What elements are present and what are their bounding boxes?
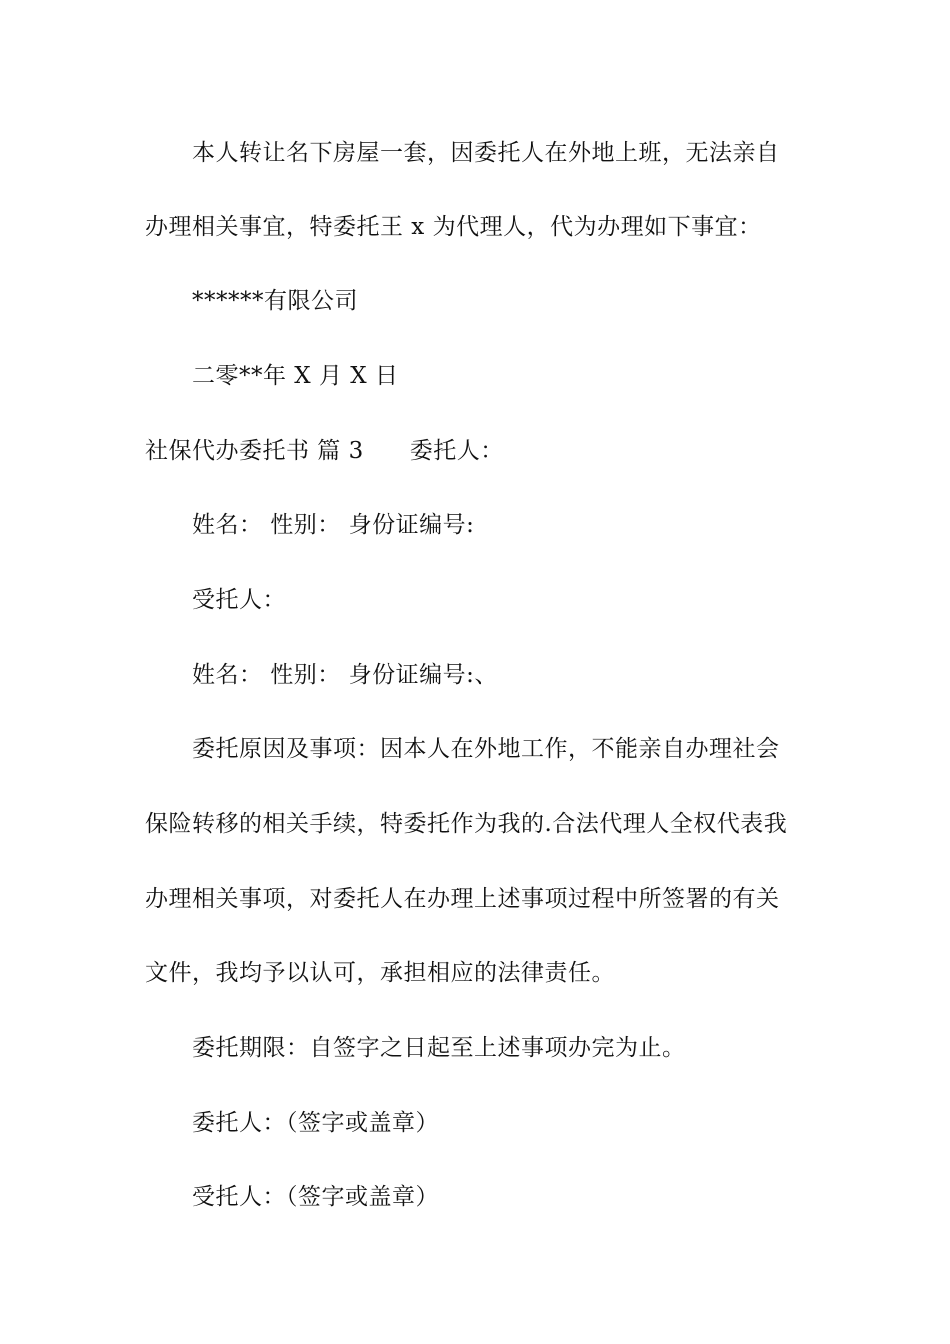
principal-label: 委托人：: [409, 438, 504, 464]
agent-label: 受托人：: [192, 587, 286, 613]
principal-signature-line: 委托人：（签字或盖章）: [192, 1110, 439, 1136]
section-heading-row: [145, 436, 504, 466]
agent-info-line: 姓名： 性别： 身份证编号:、: [192, 662, 498, 688]
principal-info-line: 姓名： 性别： 身份证编号:: [192, 512, 475, 538]
reason-paragraph-line-3: 办理相关事项，对委托人在办理上述事项过程中所签署的有关: [145, 886, 780, 912]
term-line: 委托期限：自签字之日起至上述事项办完为止。: [192, 1035, 686, 1061]
paragraph-intro-line-2: 办理相关事宜，特委托王 x 为代理人，代为办理如下事宜：: [145, 214, 762, 240]
reason-paragraph-line-2: 保险转移的相关手续，特委托作为我的.合法代理人全权代表我: [145, 811, 788, 837]
date-line: 二零**年 X 月 X 日: [192, 363, 399, 389]
company-name: ******有限公司: [192, 288, 358, 314]
section-heading: 社保代办委托书 篇 3: [145, 438, 364, 464]
paragraph-intro-line-1: 本人转让名下房屋一套，因委托人在外地上班，无法亲自: [192, 140, 780, 166]
reason-paragraph-line-1: 委托原因及事项：因本人在外地工作，不能亲自办理社会: [192, 736, 780, 762]
agent-signature-line: 受托人：（签字或盖章）: [192, 1184, 439, 1210]
reason-paragraph-line-4: 文件，我均予以认可，承担相应的法律责任。: [145, 960, 615, 986]
